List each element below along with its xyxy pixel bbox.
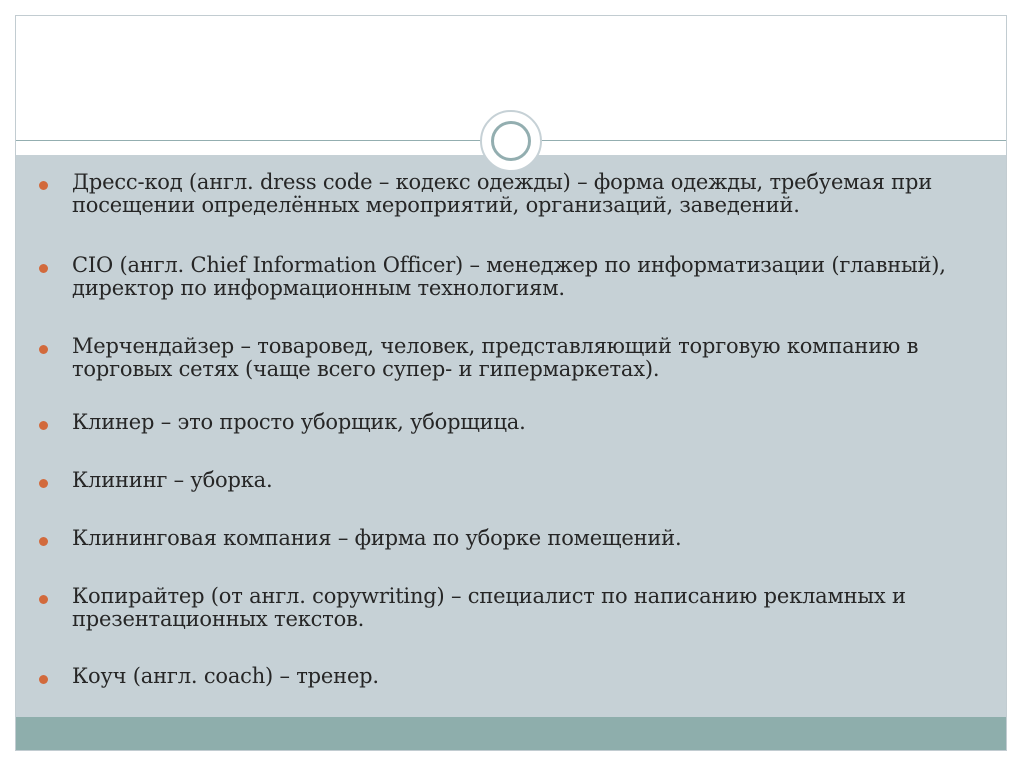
bullet-dot-icon — [39, 595, 48, 604]
list-item — [30, 171, 980, 217]
bullet-text: Мерчендайзер – товаровед, человек, представляющий торговую компанию в торговых сетях (чаще всего супер- и гипермаркетах). — [72, 334, 919, 381]
bullet-text: Клининг – уборка. — [72, 468, 273, 492]
bullet-text: Дресс-код (англ. dress code – кодекс одежды) – форма одежды, требуемая при посещении определённых мероприятий, организаций, заведений. — [72, 170, 932, 217]
list-item — [30, 411, 980, 434]
bullet-dot-icon — [39, 264, 48, 273]
list-item — [30, 527, 980, 550]
bullet-dot-icon — [39, 675, 48, 684]
list-item — [30, 585, 980, 631]
list-item — [30, 254, 980, 300]
bullet-text: CIO (англ. Chief Information Officer) – менеджер по информатизации (главный), директор по информационным технологиям. — [72, 253, 946, 300]
list-item — [30, 469, 980, 492]
ring-icon — [491, 121, 531, 161]
bullet-text: Копирайтер (от англ. copywriting) – специалист по написанию рекламных и презентационных текстов. — [72, 584, 906, 631]
bullet-dot-icon — [39, 181, 48, 190]
bullet-dot-icon — [39, 479, 48, 488]
bullet-dot-icon — [39, 537, 48, 546]
list-item — [30, 335, 980, 381]
circle-ornament-icon — [480, 110, 542, 172]
bullet-dot-icon — [39, 345, 48, 354]
bullet-dot-icon — [39, 421, 48, 430]
list-item — [30, 665, 980, 688]
bullet-text: Клининговая компания – фирма по уборке помещений. — [72, 526, 682, 550]
bullet-text: Коуч (англ. coach) – тренер. — [72, 664, 379, 688]
bullet-text: Клинер – это просто уборщик, уборщица. — [72, 410, 526, 434]
footer-band — [16, 717, 1006, 750]
content-panel — [16, 155, 1006, 717]
